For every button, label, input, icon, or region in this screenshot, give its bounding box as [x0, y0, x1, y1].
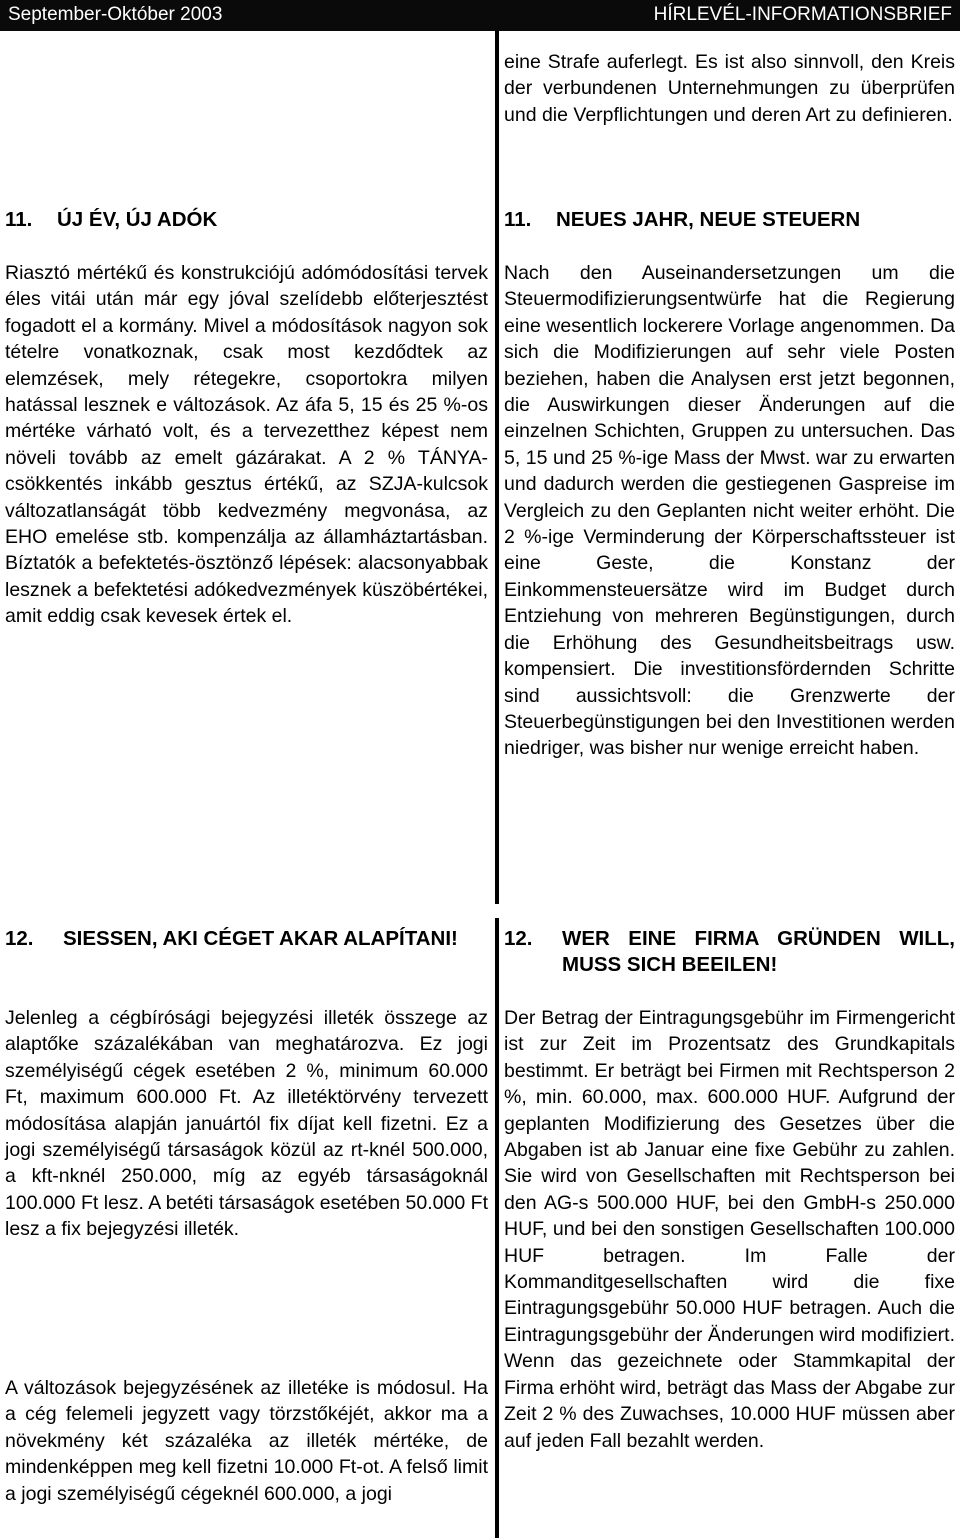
section-title: SIESSEN, AKI CÉGET AKAR ALAPÍTANI!	[63, 927, 458, 950]
section-title: ÚJ ÉV, ÚJ ADÓK	[57, 208, 218, 231]
section-11-de-heading	[504, 207, 955, 233]
section-12-de	[504, 926, 955, 979]
section-11-de-body	[504, 260, 955, 762]
section-12-de-body	[504, 1005, 955, 1454]
section-11-hu-body	[5, 260, 488, 630]
intro-de	[504, 49, 955, 128]
section-number: 11.	[504, 208, 532, 231]
column-divider-top	[495, 31, 499, 904]
section-title: NEUES JAHR, NEUE STEUERN	[556, 208, 861, 231]
section-11-hu	[5, 207, 488, 233]
page-header	[0, 0, 960, 31]
section-title: WER EINE FIRMA GRÜNDEN WILL, MUSS SICH BEEILEN!	[562, 927, 955, 977]
section-12-hu-body-2	[5, 1375, 488, 1507]
section-12-de-text: Der Betrag der Eintragungsgebühr im Firmengericht ist zur Zeit im Prozentsatz des Grundkapitals bestimmt. Er beträgt bei Firmen mit Rechtsperson 2 %, min. 60.000, max. 600.000 HUF. Aufgrund der geplanten Modifizierung des Gesetzes über die Abgaben ist ab Januar eine fixe Gebühr zu zahlen. Sie wird von Gesellschaften mit Rechtsperson bei den AG-s 500.000 HUF, bei den GmbH-s 250.000 HUF, und bei den sonstigen Gesellschaften 100.000 HUF betragen. Im Falle der Kommanditgesellschaften wird die fixe Eintragungsgebühr 50.000 HUF betragen. Auch die Eintragungsgebühr der Änderungen wird modifiziert. Wenn das gezeichnete oder Stammkapital der Firma erhöht wird, beträgt das Mass der Abgabe zur Zeit 2 % des Zuwachses, 10.000 HUF müssen aber auf jeden Fall bezahlt werden.	[504, 1007, 955, 1452]
section-11-hu-text: Riasztó mértékű és konstrukciójú adómódosítási tervek éles vitái után már egy jóval szelídebb előterjesztést fogadott el a kormány. Mivel a módosítások nagyon sok tételre vonatkoznak, csak most kezdődtek az elemzések, mely rétegekre, csoportokra milyen hatással lesznek e változások. Az áfa 5, 15 és 25 %-os mértéke várható volt, és a tervezetthez képest nem növeli tovább az emelt gázárakat. A 2 % TÁNYA-csökkentés inkább gesztus értékű, az SZJA-kulcsok változatlanságát több kedvezmény megvonása, az EHO emelése stb. kompenzálja az államháztartásban. Bíztatók a befektetés-ösztönző lépések: alacsonyabbak lesznek a befektetési adókedvezmények küszöbértékei, amit eddig csak kevesek értek el.	[5, 262, 488, 628]
column-divider-bottom	[495, 918, 499, 1538]
section-12-hu-heading	[5, 926, 488, 952]
section-11-de-text: Nach den Auseinandersetzungen um die Steuermodifizierungsentwürfe hat die Regierung eine wesentlich lockerere Vorlage angenommen. Da sich die Modifizierungen auf sehr viele Posten beziehen, haben die Analysen erst jetzt begonnen, die Auswirkungen dieser Änderungen auf die einzelnen Schichten, Gruppen zu untersuchen. Das 5, 15 und 25 %-ige Mass der Mwst. war zu erwarten und dadurch werden die gestiegenen Gaspreise im Vergleich zu den Geplanten nicht weiter erhöht. Die 2 %-ige Verminderung der Körperschaftssteuer ist eine Geste, die Konstanz der Einkommensteuersätze wird im Budget durch Entziehung von mehreren Begünstigungen, durch die Erhöhung des Gesundheitsbeitrags usw. kompensiert. Die investitionsfördernden Schritte sind aussichtsvoll: die Grenzwerte der Steuerbegünstigungen bei den Investitionen werden niedriger, was bisher nur wenige erreicht haben.	[504, 262, 955, 760]
section-11-de	[504, 207, 955, 233]
header-publication-title: HÍRLEVÉL-INFORMATIONSBRIEF	[653, 4, 952, 25]
section-number: 12.	[504, 927, 533, 950]
section-12-de-heading	[504, 926, 955, 979]
section-12-hu-text-2: A változások bejegyzésének az illetéke is módosul. Ha a cég felemeli jegyzett vagy törzstőkéjét, akkor ma a növekmény két százaléka az illeték mértéke, de mindenképpen meg kell fizetni 10.000 Ft-ot. A felső limit a jogi személyiségű cégeknél 600.000, a jogi	[5, 1377, 488, 1505]
section-12-hu	[5, 926, 488, 952]
section-number: 11.	[5, 208, 33, 231]
section-12-hu-body-1	[5, 1005, 488, 1243]
header-date: September-Október 2003	[8, 4, 223, 25]
section-number: 12.	[5, 927, 34, 950]
section-11-hu-heading	[5, 207, 488, 233]
intro-de-text: eine Strafe auferlegt. Es ist also sinnvoll, den Kreis der verbundenen Unternehmungen zu überprüfen und die Verpflichtungen und deren Art zu definieren.	[504, 51, 955, 126]
section-12-hu-text-1: Jelenleg a cégbírósági bejegyzési illeték összege az alaptőke százalékában van meghatározva. Ez jogi személyiségű cégek esetében 2 %, minimum 60.000 Ft, maximum 600.000 Ft. Az illetéktörvény tervezett módosítása alapján januártól fix díjat kell fizetni. Ez a jogi személyiségű társaságok közül az rt-knél 500.000, a kft-nknél 250.000, míg az egyéb társaságoknál 100.000 Ft lesz. A betéti társaságok esetében 50.000 Ft lesz a fix bejegyzési illeték.	[5, 1007, 488, 1241]
